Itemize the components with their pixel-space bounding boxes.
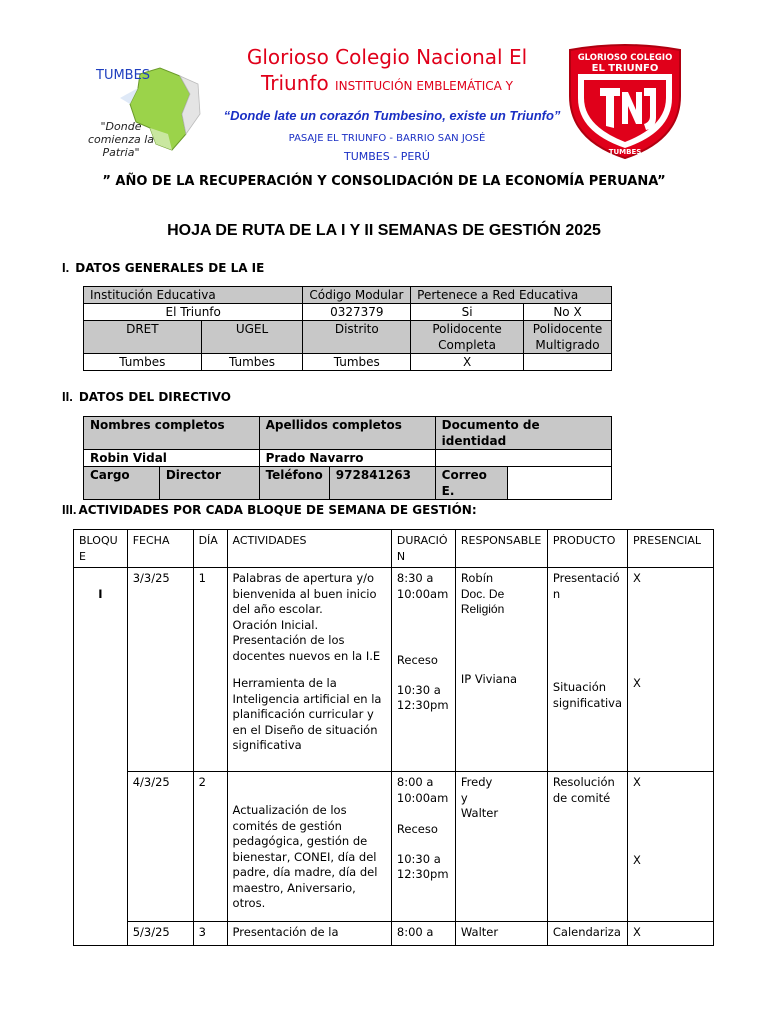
value-apellidos: Prado Navarro [259,450,435,467]
section2-number: II. [62,389,73,404]
row3-fecha: 5/3/25 [127,922,193,946]
section3-title: ACTIVIDADES POR CADA BLOQUE DE SEMANA DE GESTIÓN: [78,503,477,517]
table-row [84,304,612,321]
header-correo: Correo E. [435,467,507,500]
header-actividades: ACTIVIDADES [227,530,391,568]
value-multigrado [524,354,612,371]
row1-resp3: IP Viviana [460,671,518,686]
table-row [74,568,714,772]
school-title [222,44,552,99]
header-nombres: Nombres completos [84,417,260,450]
row3-prod1: Calendariza [547,922,627,946]
directivo-table [83,416,612,500]
row1-resp2: Doc. De Religión [460,586,505,616]
document-title: HOJA DE RUTA DE LA I Y II SEMANAS DE GESTIÓN 2025 [167,222,601,239]
address-line2: TUMBES - PERÚ [344,150,430,163]
section1-title: DATOS GENERALES DE LA IE [75,261,265,275]
value-ugel: Tumbes [201,354,303,371]
section2-title: DATOS DEL DIRECTIVO [78,390,231,404]
value-telefono: 972841263 [329,467,435,500]
header-presencial: PRESENCIAL [628,530,714,568]
bloque-cell [74,568,128,946]
row1-dur3: 10:30 a 12:30pm [396,682,449,712]
row1-actividades [227,568,391,772]
header-codigo: Código Modular [303,287,411,304]
section3-heading [62,502,477,517]
row1-act4: Herramienta de la Inteligencia artificial en la planificación curricular y en el Diseño de situación significativa [232,676,382,752]
header-polidocente: Polidocente Completa [411,321,524,354]
header-apellidos: Apellidos completos [259,417,435,450]
row3-resp1: Walter [455,922,547,946]
header-documento: Documento de identidad [435,417,611,450]
header-telefono: Teléfono [259,467,329,500]
value-red-no: No X [524,304,612,321]
map-caption: "Donde comienza la Patria" [87,120,155,159]
row1-prod1: Presentación [552,571,620,601]
value-institucion: El Triunfo [84,304,303,321]
row1-fecha: 3/3/25 [127,568,193,772]
row1-pres1: X [633,571,641,585]
value-correo [507,467,611,500]
header-multigrado: Polidocente Multigrado [524,321,612,354]
row1-dur1: 8:30 a 10:00am [396,571,449,601]
value-polidocente: X [411,354,524,371]
row1-act2: Oración Inicial. [232,617,319,632]
tumbes-map [80,52,210,162]
value-dret: Tumbes [84,354,202,371]
map-label: TUMBES [96,68,151,83]
header-cargo: Cargo [84,467,160,500]
header-fecha: FECHA [127,530,193,568]
row1-producto [547,568,627,772]
school-motto: “Donde late un corazón Tumbesino, existe un Triunfo” [223,108,561,123]
header-distrito: Distrito [303,321,411,354]
row1-duracion [391,568,455,772]
table-row [74,772,714,922]
header-red: Pertenece a Red Educativa [411,287,612,304]
shield-logo-icon [564,44,686,160]
bloque-value: I [98,587,103,601]
header-dia: DÍA [193,530,227,568]
logo-top-text: GLORIOSO COLEGIO [577,53,673,63]
activities-table [73,529,714,946]
row1-act1: Palabras de apertura y/o bienvenida al buen inicio del año escolar. [232,571,377,616]
row2-resp1: Fredy [460,775,493,789]
value-codigo: 0327379 [303,304,411,321]
table-row [84,287,612,304]
row2-dur3: 10:30 a 12:30pm [396,851,449,881]
row2-dur2: Receso [396,822,438,836]
row2-dur1: 8:00 a 10:00am [396,775,449,805]
school-tag: INSTITUCIÓN EMBLEMÁTICA Y [335,79,513,93]
school-name: Glorioso Colegio Nacional El Triunfo [246,45,528,95]
row2-pres2: X [633,852,641,867]
row1-prod2: Situación significativa [552,680,623,710]
section1-heading [62,260,264,275]
header-duracion: DURACIÓN [391,530,455,568]
header-producto: PRODUCTO [547,530,627,568]
row3-dia: 3 [193,922,227,946]
header-responsable: RESPONSABLE [455,530,547,568]
ie-data-table [83,286,612,371]
row1-act3: Presentación de los docentes nuevos en la I.E [232,633,381,663]
header-bloque: BLOQUE [74,530,128,568]
value-distrito: Tumbes [303,354,411,371]
row2-dia: 2 [193,772,227,922]
table-row [84,354,612,371]
logo-bottom-text: TUMBES [608,148,642,156]
row2-fecha: 4/3/25 [127,772,193,922]
row2-resp2: y [460,790,468,805]
row1-presencial [628,568,714,772]
row2-resp3: Walter [460,806,499,820]
row2-duracion [391,772,455,922]
row2-pres1: X [633,775,641,789]
row1-dia: 1 [193,568,227,772]
table-row [84,321,612,354]
header-dret: DRET [84,321,202,354]
section3-number: III. [62,502,77,517]
year-title: ” AÑO DE LA RECUPERACIÓN Y CONSOLIDACIÓN DE LA ECONOMÍA PERUANA” [102,174,666,189]
row2-actividades [227,772,391,922]
table-row [84,450,612,467]
row2-producto [547,772,627,922]
section1-number: I. [62,260,70,275]
row2-presencial [628,772,714,922]
row3-dur1: 8:00 a [391,922,455,946]
row1-dur2: Receso [396,653,438,667]
row1-resp1: Robín [460,571,494,585]
header-ugel: UGEL [201,321,303,354]
row2-prod1: Resolución de comité [552,775,615,805]
table-row [84,467,612,500]
logo-mid-text: EL TRIUNFO [591,63,659,74]
header-institucion: Institución Educativa [84,287,303,304]
value-nombres: Robin Vidal [84,450,260,467]
address-line1: PASAJE EL TRIUNFO - BARRIO SAN JOSÉ [288,133,486,144]
row3-pres1: X [628,922,714,946]
row1-pres2: X [633,675,641,690]
table-row [74,922,714,946]
row2-act1: Actualización de los comités de gestión pedagógica, gestión de bienestar, CONEI, día del padre, día madre, día del maestro, Aniversario, otros. [232,803,378,910]
school-logo [564,44,686,160]
table-header-row [74,530,714,568]
row2-responsable [455,772,547,922]
value-red-si: Si [411,304,524,321]
section2-heading [62,389,231,404]
row1-responsable [455,568,547,772]
value-documento [435,450,611,467]
table-row [84,417,612,450]
value-cargo: Director [159,467,259,500]
row3-act1: Presentación de la [227,922,391,946]
